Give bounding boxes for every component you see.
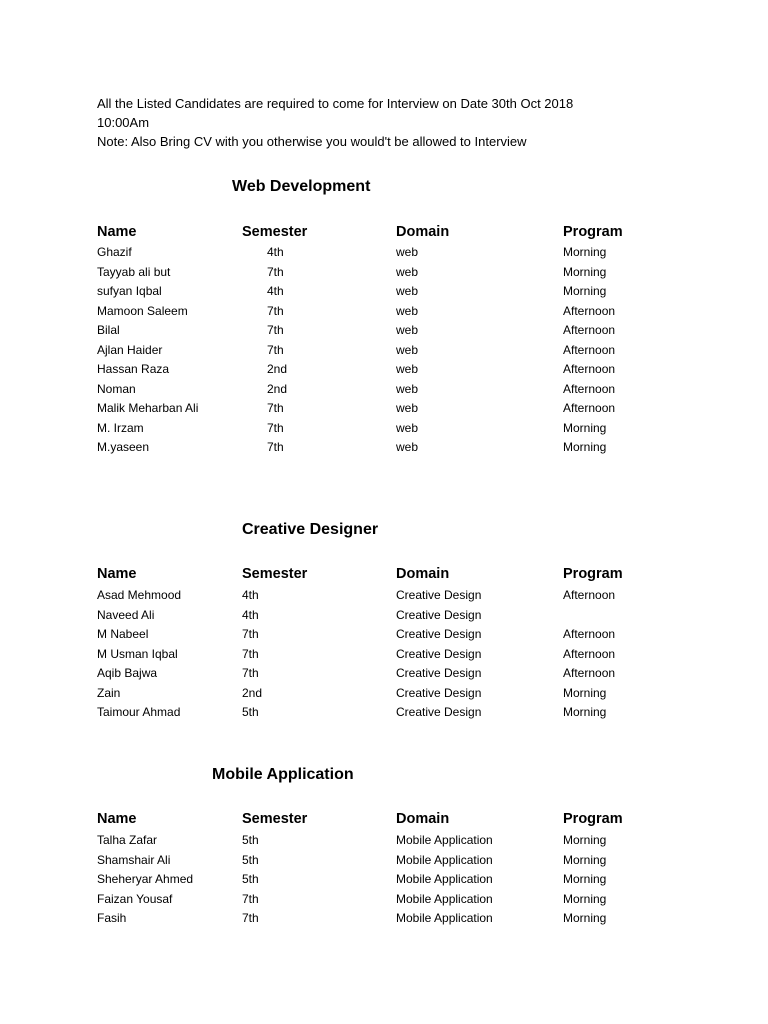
table-cell-name: Sheheryar Ahmed	[97, 872, 194, 886]
column-header-semester: Semester	[242, 811, 308, 827]
table-cell-name: Zain	[97, 686, 121, 700]
table-cell-name: Asad Mehmood	[97, 588, 182, 602]
table-cell-program: Morning	[563, 440, 607, 454]
column-header-program: Program	[563, 811, 623, 827]
table-cell-program: Morning	[563, 705, 607, 719]
table-cell-domain: web	[396, 401, 419, 415]
table-cell-semester: 4th	[267, 245, 284, 259]
table-cell-semester: 7th	[267, 265, 284, 279]
table-cell-semester: 2nd	[267, 362, 288, 376]
column-header-program: Program	[563, 224, 623, 240]
table-cell-domain: web	[396, 421, 419, 435]
table-cell-semester: 2nd	[242, 686, 263, 700]
table-cell-domain: web	[396, 343, 419, 357]
table-cell-domain: web	[396, 362, 419, 376]
table-cell-name: Tayyab ali but	[97, 265, 171, 279]
table-cell-program: Afternoon	[563, 304, 616, 318]
table-cell-program: Morning	[563, 853, 607, 867]
table-cell-semester: 5th	[242, 833, 259, 847]
column-header-name: Name	[97, 811, 137, 827]
section-title: Creative Designer	[242, 521, 379, 538]
column-header-domain: Domain	[396, 566, 450, 582]
table-cell-name: Naveed Ali	[97, 608, 155, 622]
table-cell-name: Hassan Raza	[97, 362, 170, 376]
table-cell-semester: 7th	[242, 647, 259, 661]
table-cell-domain: web	[396, 304, 419, 318]
section-title: Web Development	[232, 178, 371, 195]
table-cell-semester: 7th	[242, 627, 259, 641]
table-cell-name: Faizan Yousaf	[97, 892, 173, 906]
table-cell-domain: Mobile Application	[396, 833, 493, 847]
notice-time: 10:00Am	[97, 115, 150, 130]
table-cell-domain: web	[396, 265, 419, 279]
table-cell-name: Bilal	[97, 323, 120, 337]
table-cell-program: Afternoon	[563, 588, 616, 602]
table-cell-domain: Creative Design	[396, 666, 482, 680]
table-cell-semester: 5th	[242, 853, 259, 867]
table-cell-program: Afternoon	[563, 401, 616, 415]
table-cell-program: Morning	[563, 872, 607, 886]
table-cell-domain: web	[396, 245, 419, 259]
table-cell-semester: 7th	[267, 401, 284, 415]
table-cell-domain: Mobile Application	[396, 911, 493, 925]
table-cell-semester: 5th	[242, 872, 259, 886]
section-title: Mobile Application	[212, 766, 354, 783]
table-cell-name: sufyan Iqbal	[97, 284, 162, 298]
table-cell-name: M Usman Iqbal	[97, 647, 178, 661]
table-cell-name: Shamshair Ali	[97, 853, 171, 867]
table-cell-program: Morning	[563, 833, 607, 847]
table-cell-name: Ajlan Haider	[97, 343, 163, 357]
table-cell-program: Morning	[563, 421, 607, 435]
table-cell-program: Afternoon	[563, 323, 616, 337]
column-header-name: Name	[97, 224, 137, 240]
table-cell-program: Morning	[563, 265, 607, 279]
table-cell-semester: 7th	[267, 343, 284, 357]
table-cell-program: Afternoon	[563, 666, 616, 680]
table-cell-program: Afternoon	[563, 362, 616, 376]
table-cell-semester: 7th	[267, 421, 284, 435]
table-cell-domain: Creative Design	[396, 705, 482, 719]
table-cell-semester: 7th	[242, 911, 259, 925]
table-cell-name: Mamoon Saleem	[97, 304, 188, 318]
table-cell-program: Morning	[563, 245, 607, 259]
table-cell-program: Afternoon	[563, 647, 616, 661]
table-cell-name: Fasih	[97, 911, 127, 925]
table-cell-domain: Creative Design	[396, 588, 482, 602]
table-cell-semester: 7th	[267, 440, 284, 454]
table-cell-domain: Mobile Application	[396, 872, 493, 886]
notice-note: Note: Also Bring CV with you otherwise you would't be allowed to Interview	[97, 134, 527, 149]
column-header-name: Name	[97, 566, 137, 582]
table-cell-domain: Creative Design	[396, 627, 482, 641]
table-cell-name: M. Irzam	[97, 421, 144, 435]
table-cell-semester: 7th	[267, 304, 284, 318]
table-cell-name: Aqib Bajwa	[97, 666, 158, 680]
notice-line: All the Listed Candidates are required to come for Interview on Date 30th Oct 2018	[97, 96, 574, 111]
table-cell-semester: 2nd	[267, 382, 288, 396]
table-cell-name: Malik Meharban Ali	[97, 401, 199, 415]
column-header-program: Program	[563, 566, 623, 582]
table-cell-domain: Creative Design	[396, 608, 482, 622]
table-cell-semester: 7th	[267, 323, 284, 337]
table-cell-domain: Creative Design	[396, 647, 482, 661]
column-header-semester: Semester	[242, 566, 308, 582]
table-cell-name: Noman	[97, 382, 136, 396]
table-cell-name: Talha Zafar	[97, 833, 158, 847]
table-cell-program: Morning	[563, 911, 607, 925]
table-cell-domain: Mobile Application	[396, 853, 493, 867]
table-cell-semester: 4th	[242, 608, 259, 622]
table-cell-program: Morning	[563, 686, 607, 700]
table-cell-domain: web	[396, 382, 419, 396]
table-cell-name: Ghazif	[97, 245, 132, 259]
interview-notice	[97, 94, 657, 151]
table-cell-domain: Creative Design	[396, 686, 482, 700]
table-cell-domain: web	[396, 440, 419, 454]
table-cell-semester: 7th	[242, 666, 259, 680]
table-cell-semester: 4th	[267, 284, 284, 298]
table-cell-program: Afternoon	[563, 627, 616, 641]
column-header-domain: Domain	[396, 811, 450, 827]
table-cell-semester: 5th	[242, 705, 259, 719]
table-cell-name: M Nabeel	[97, 627, 149, 641]
table-cell-domain: web	[396, 323, 419, 337]
table-cell-domain: web	[396, 284, 419, 298]
column-header-domain: Domain	[396, 224, 450, 240]
table-cell-name: M.yaseen	[97, 440, 150, 454]
table-cell-semester: 4th	[242, 588, 259, 602]
table-cell-program: Afternoon	[563, 343, 616, 357]
column-header-semester: Semester	[242, 224, 308, 240]
table-cell-program: Afternoon	[563, 382, 616, 396]
table-cell-name: Taimour Ahmad	[97, 705, 181, 719]
table-cell-domain: Mobile Application	[396, 892, 493, 906]
table-cell-program: Morning	[563, 284, 607, 298]
table-cell-program: Morning	[563, 892, 607, 906]
table-cell-semester: 7th	[242, 892, 259, 906]
